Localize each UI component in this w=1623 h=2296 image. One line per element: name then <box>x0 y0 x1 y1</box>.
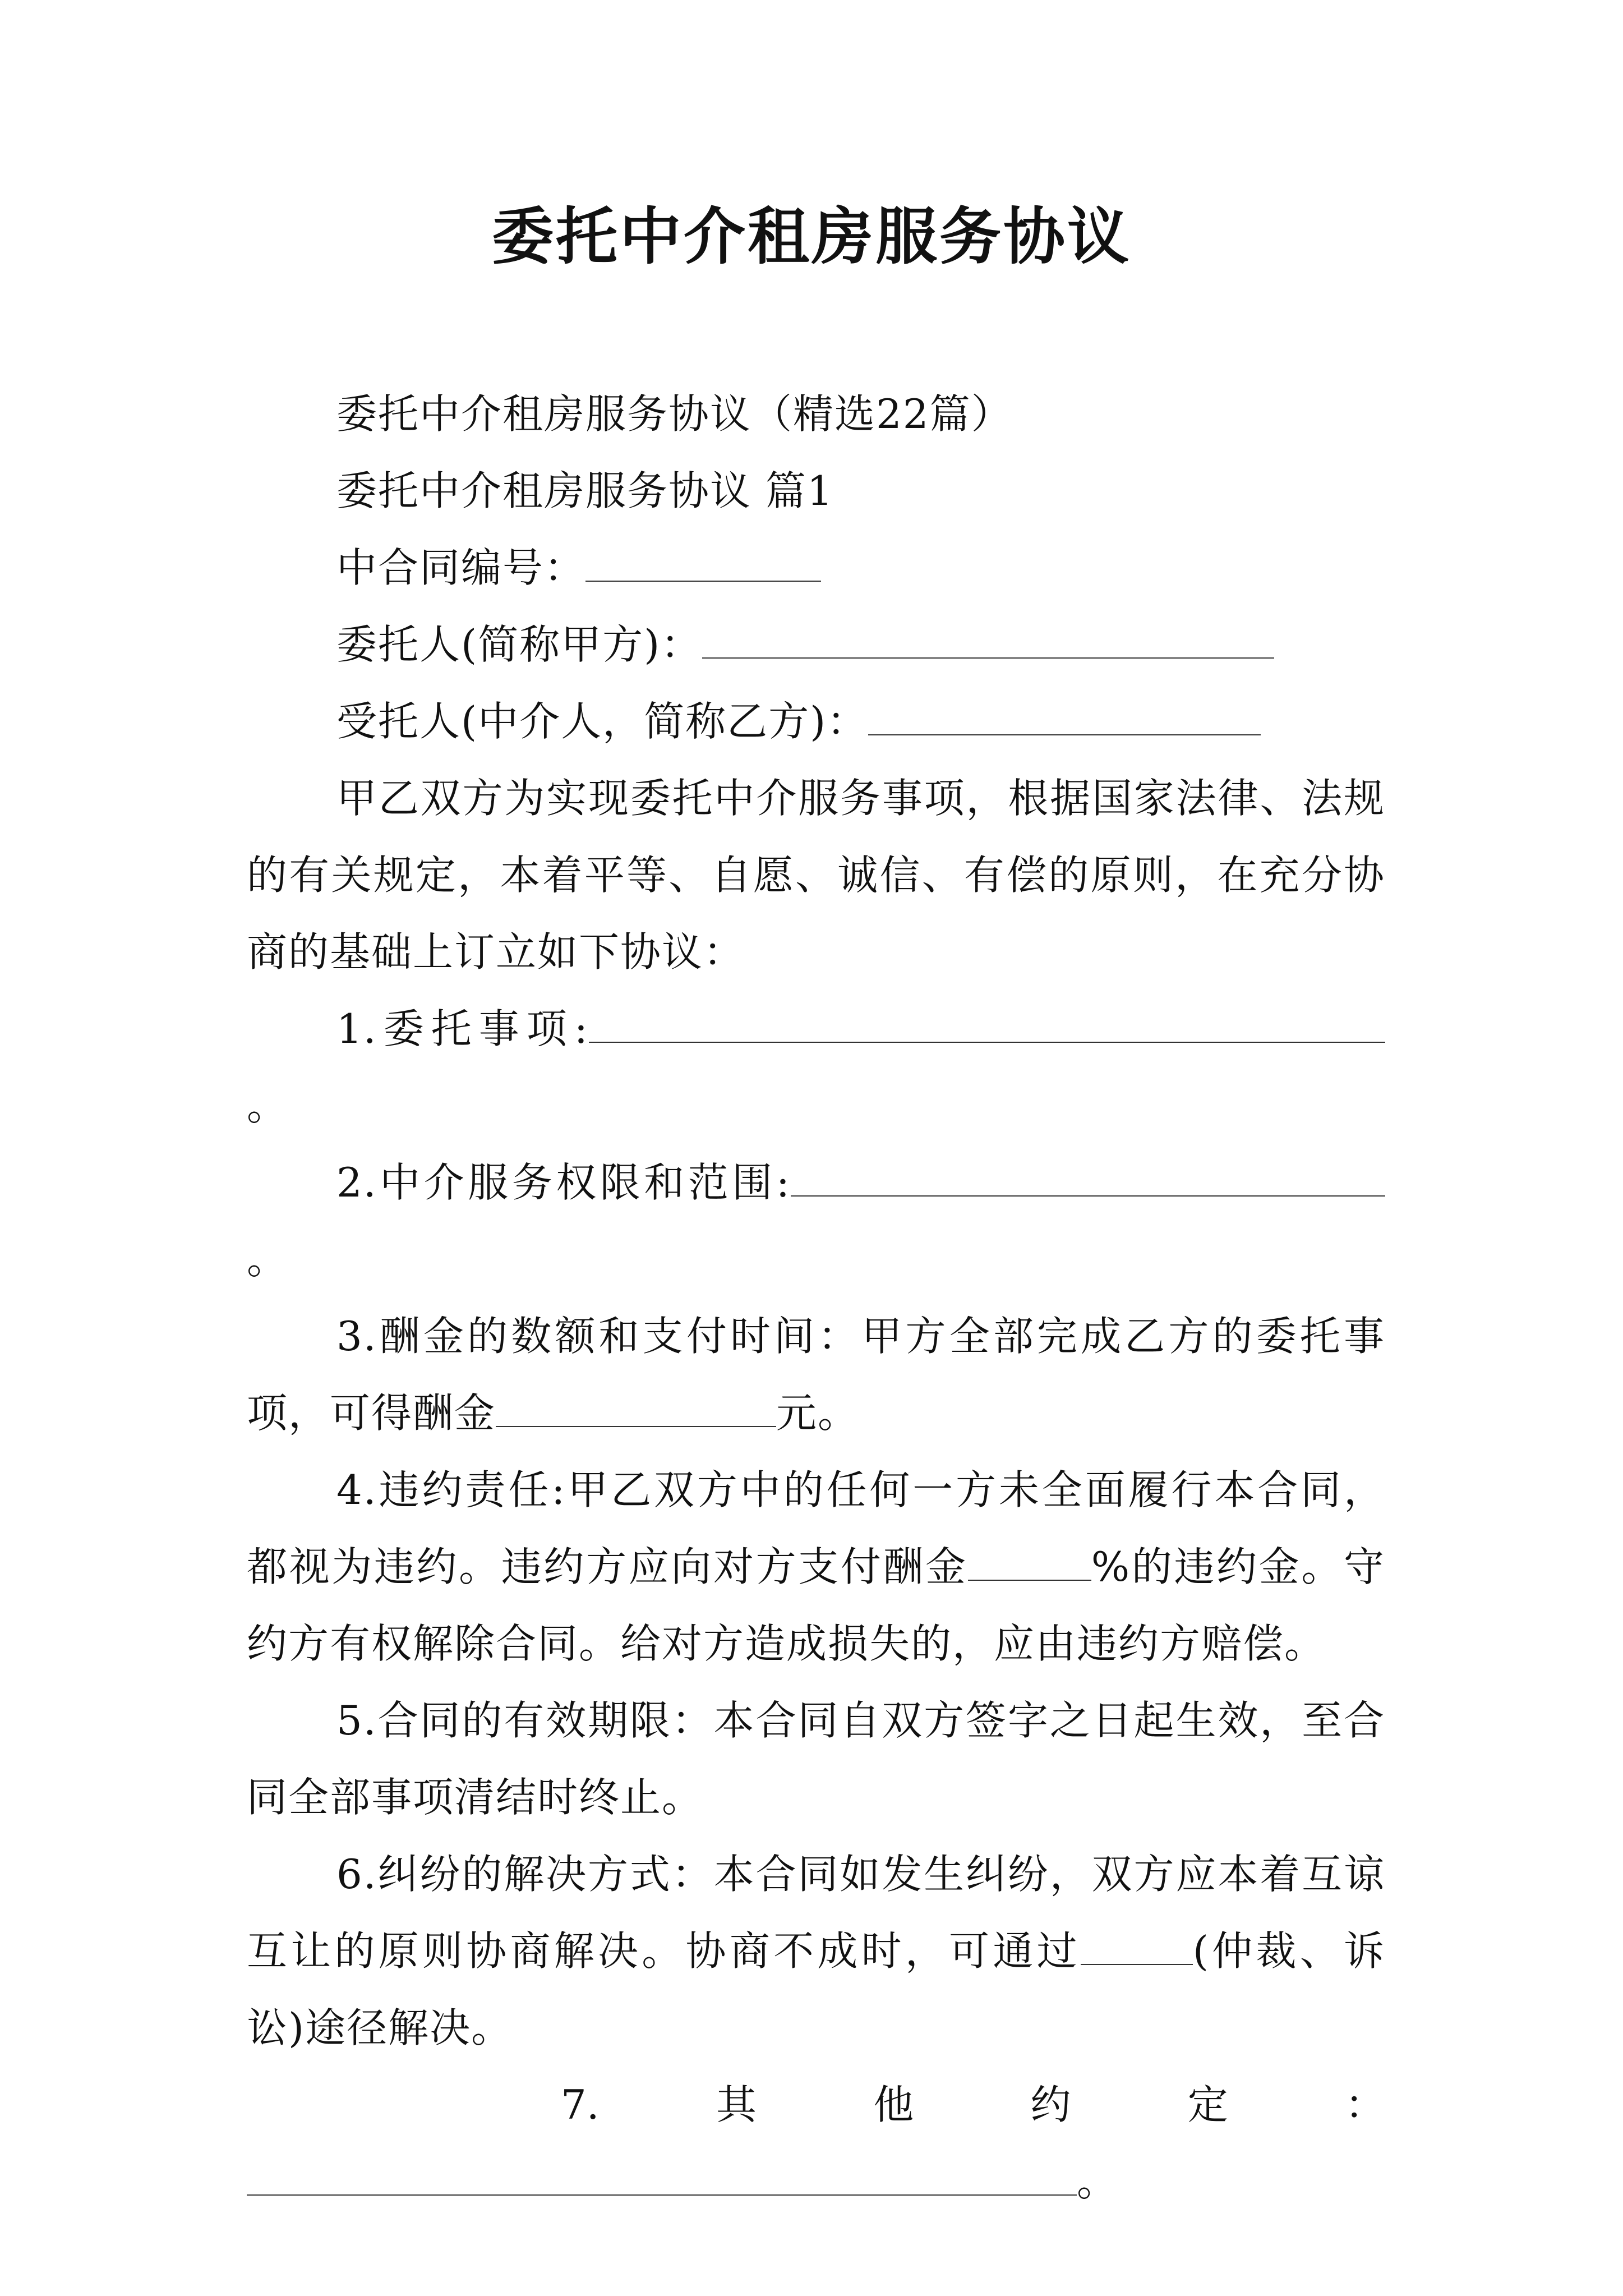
item-3-tail: 元。 <box>776 1389 860 1437</box>
item-7-part: 定 <box>1187 2081 1228 2128</box>
document-title: 委托中介租房服务协议 <box>492 200 1131 273</box>
item-7-heading <box>247 2067 1385 2143</box>
contract-number-label: 中合同编号： <box>336 544 586 591</box>
item-7-part: 约 <box>1030 2081 1071 2128</box>
item-2 <box>247 1144 1385 1298</box>
item-7-part: 7. <box>561 2081 600 2128</box>
contract-number-blank <box>585 548 821 582</box>
item-1-blank <box>589 1009 1385 1043</box>
item-7-blank <box>247 2162 1077 2196</box>
item-7-part: 他 <box>873 2081 914 2128</box>
item-7-period: 。 <box>1077 2158 1118 2205</box>
item-2-label: 2.中介服务权限和范围: <box>336 1159 791 1206</box>
item-6-tail: (仲裁、诉讼)途径解决。 <box>247 1927 1385 2051</box>
item-3 <box>247 1298 1385 1452</box>
client-label: 委托人(简称甲方)： <box>336 621 703 668</box>
client-blank <box>702 625 1274 659</box>
item-1-period: 。 <box>247 1082 289 1129</box>
agent-blank <box>868 702 1261 735</box>
item-4-tail: %的违约金。守约方有权解除合同。给对方造成损失的，应由违约方赔偿。 <box>247 1543 1385 1667</box>
item-5: 5.合同的有效期限：本合同自双方签字之日起生效，至合同全部事项清结时终止。 <box>247 1697 1385 1821</box>
item-6-text: 6.纠纷的解决方式：本合同如发生纠纷，双方应本着互谅互让的原则协商解决。协商不成时，可通过 <box>247 1851 1385 1975</box>
subtitle: 委托中介租房服务协议（精选22篇） <box>336 390 1013 438</box>
item-2-period: 。 <box>247 1236 289 1283</box>
item-3-blank <box>496 1393 776 1427</box>
item-1-label: 1.委托事项: <box>336 1005 589 1052</box>
item-4-blank <box>968 1547 1091 1581</box>
item-7-part: 其 <box>716 2081 757 2128</box>
agent-line <box>247 683 1385 760</box>
item-6-blank <box>1081 1931 1193 1965</box>
item-6 <box>247 1836 1385 2067</box>
section-heading: 委托中介租房服务协议 篇1 <box>336 467 834 514</box>
item-7-part: ： <box>1344 2081 1385 2128</box>
item-7-line <box>247 2143 1385 2220</box>
item-1 <box>247 991 1385 1144</box>
intro-paragraph: 甲乙双方为实现委托中介服务事项，根据国家法律、法规的有关规定，本着平等、自愿、诚信、有偿的原则，在充分协商的基础上订立如下协议： <box>247 775 1385 976</box>
item-3-text: 3.酬金的数额和支付时间：甲方全部完成乙方的委托事项，可得酬金 <box>247 1313 1385 1437</box>
contract-number-line <box>247 530 1385 606</box>
item-2-blank <box>791 1163 1385 1197</box>
item-4-text: 4.违约责任:甲乙双方中的任何一方未全面履行本合同，都视为违约。违约方应向对方支付酬金 <box>247 1466 1385 1590</box>
agent-label: 受托人(中介人，简称乙方)： <box>336 698 869 745</box>
client-line <box>247 606 1385 683</box>
document-body <box>247 376 1385 2220</box>
item-4 <box>247 1452 1385 1682</box>
